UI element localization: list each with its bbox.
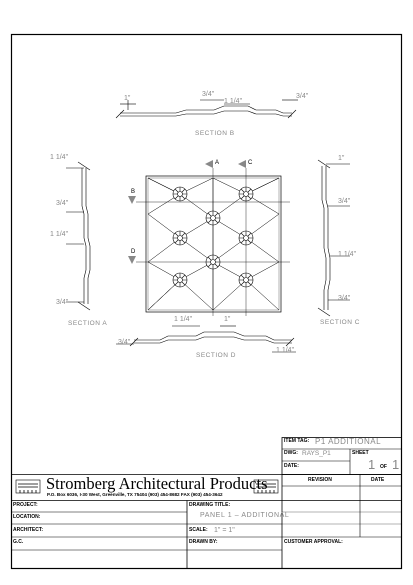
- section-d-profile: [116, 326, 296, 352]
- location-label: LOCATION:: [13, 514, 41, 520]
- section-c-profile: [318, 160, 350, 316]
- section-d-dim-3: 3/4": [118, 339, 131, 346]
- arrow-d-icon: [128, 256, 136, 264]
- scale-label: SCALE:: [189, 527, 208, 533]
- section-b-dim-1: 1": [124, 95, 131, 102]
- arrow-c-icon: [238, 160, 246, 168]
- panel-plan: [136, 168, 290, 316]
- item-tag-value: P1 ADDITIONAL: [315, 437, 382, 446]
- section-d-dim-1: 1 1/4": [174, 316, 193, 323]
- revision-label: REVISION: [308, 477, 332, 483]
- marker-c: C: [248, 160, 253, 166]
- section-b-dim-4: 3/4": [296, 93, 309, 100]
- section-d-label: SECTION D: [196, 352, 236, 359]
- arrow-b-icon: [128, 196, 136, 204]
- scale-value: 1" = 1": [214, 527, 235, 534]
- sheet-of: OF: [380, 464, 387, 470]
- rev-date-label: DATE: [371, 477, 385, 483]
- drawing-title-label: DRAWING TITLE:: [189, 502, 231, 508]
- drawn-by-label: DRAWN BY:: [189, 539, 218, 545]
- section-b-dim-2: 3/4": [202, 91, 215, 98]
- section-b-label: SECTION B: [195, 130, 235, 137]
- section-a-dim-3: 1 1/4": [50, 231, 69, 238]
- section-a-dim-2: 3/4": [56, 200, 69, 207]
- section-c-dim-1: 1": [338, 155, 345, 162]
- dwg-value: RAYS_P1: [302, 450, 331, 457]
- section-c-dim-4: 3/4": [338, 295, 351, 302]
- section-b-profile: [116, 100, 298, 118]
- company-address: P.O. Box 6036, I-30 West, Greenville, TX 75404 (903) 454-8682 FAX (903) 454-3642: [47, 492, 223, 497]
- arrow-a-icon: [205, 160, 213, 168]
- marker-d: D: [131, 249, 136, 255]
- section-a-profile: [66, 162, 90, 310]
- section-c-dim-2: 3/4": [338, 198, 351, 205]
- section-d-dim-4: 1 1/4": [276, 347, 295, 354]
- marker-a: A: [215, 160, 220, 166]
- date-label: DATE:: [284, 463, 299, 469]
- section-c-label: SECTION C: [320, 319, 360, 326]
- marker-b: B: [131, 189, 136, 195]
- dwg-label: DWG:: [284, 450, 298, 456]
- section-a-dim-4: 3/4": [56, 299, 69, 306]
- architect-label: ARCHITECT:: [13, 527, 43, 533]
- section-d-dim-2: 1": [224, 316, 231, 323]
- section-a-dim-1: 1 1/4": [50, 154, 69, 161]
- sheet-label: SHEET: [352, 450, 369, 456]
- section-b-dim-3: 1 1/4": [224, 98, 243, 105]
- sheet-number: 1: [368, 457, 376, 472]
- section-a-label: SECTION A: [68, 320, 108, 327]
- sheet-total: 1: [392, 457, 400, 472]
- company-name: Stromberg Architectural Products: [46, 474, 268, 493]
- section-c-dim-3: 1 1/4": [338, 251, 357, 258]
- project-label: PROJECT:: [13, 502, 38, 508]
- company-logo-left: [16, 480, 40, 493]
- customer-approval-label: CUSTOMER APPROVAL:: [284, 539, 343, 545]
- gc-label: G.C.: [13, 539, 24, 545]
- item-tag-label: ITEM TAG:: [284, 438, 310, 444]
- drawing-title-value: PANEL 1 – ADDITIONAL: [200, 512, 290, 519]
